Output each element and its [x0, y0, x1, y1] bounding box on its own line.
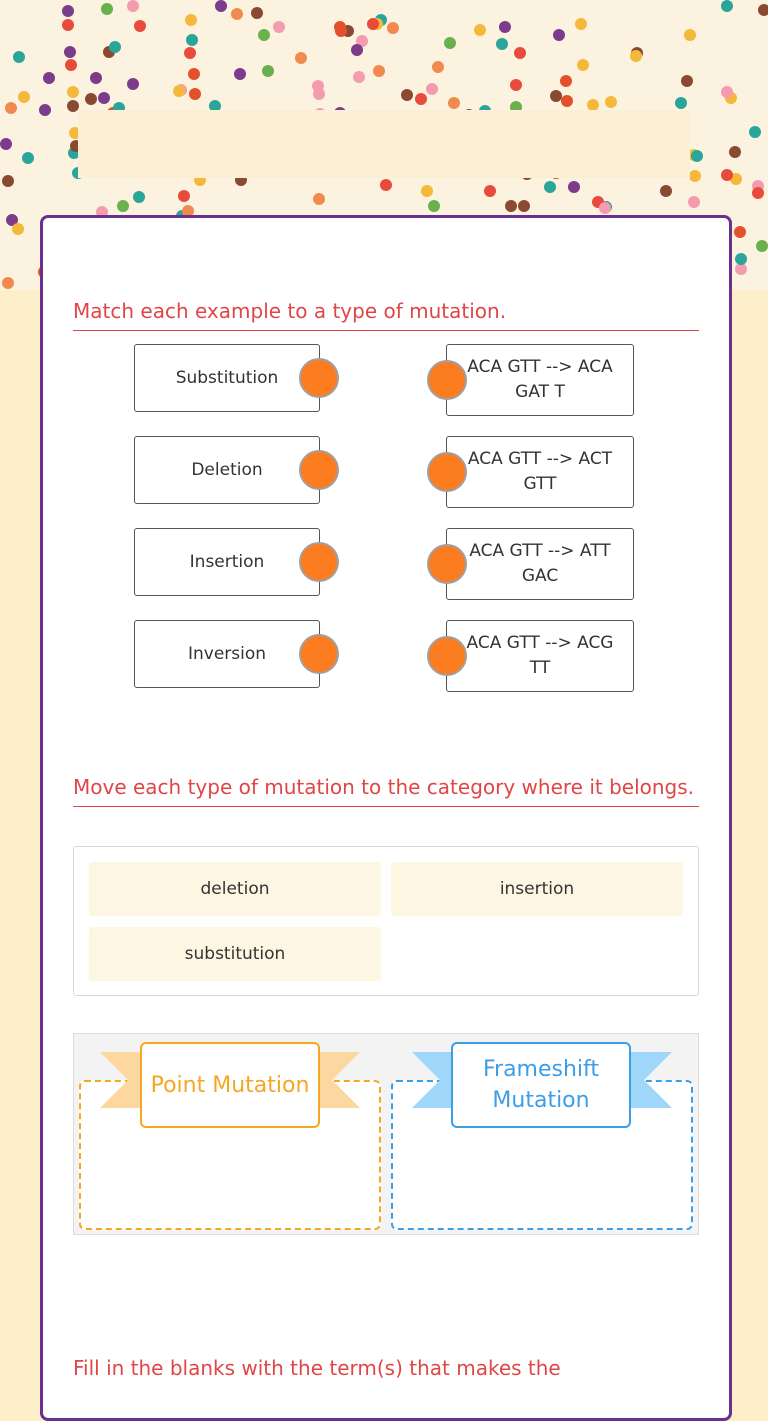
confetti-dot [184, 47, 196, 59]
confetti-dot [675, 97, 687, 109]
confetti-dot [178, 190, 190, 202]
confetti-dot [185, 14, 197, 26]
confetti-dot [189, 88, 201, 100]
confetti-dot [313, 193, 325, 205]
match-connector-right-3[interactable] [427, 544, 467, 584]
confetti-dot [721, 169, 733, 181]
confetti-dot [90, 72, 102, 84]
confetti-dot [568, 181, 580, 193]
match-connector-right-1[interactable] [427, 360, 467, 400]
match-connector-left-2[interactable] [299, 450, 339, 490]
confetti-dot [133, 191, 145, 203]
confetti-dot [2, 277, 14, 289]
confetti-dot [758, 4, 768, 16]
match-connector-left-1[interactable] [299, 358, 339, 398]
confetti-dot [373, 65, 385, 77]
confetti-dot [560, 75, 572, 87]
worksheet-title-banner [78, 110, 690, 178]
confetti-dot [98, 92, 110, 104]
confetti-dot [681, 75, 693, 87]
category-label-frameshift: Frameshift Mutation [451, 1042, 631, 1128]
confetti-dot [448, 97, 460, 109]
confetti-dot [101, 3, 113, 15]
confetti-dot [688, 196, 700, 208]
categorize-question-heading: Move each type of mutation to the category where it belongs. [73, 774, 699, 807]
confetti-dot [401, 89, 413, 101]
confetti-dot [67, 86, 79, 98]
confetti-dot [721, 86, 733, 98]
confetti-dot [18, 91, 30, 103]
confetti-dot [734, 226, 746, 238]
confetti-dot [749, 126, 761, 138]
match-connector-right-4[interactable] [427, 636, 467, 676]
match-left-insertion[interactable]: Insertion [134, 528, 320, 596]
confetti-dot [684, 29, 696, 41]
confetti-dot [117, 200, 129, 212]
confetti-dot [421, 185, 433, 197]
confetti-dot [215, 0, 227, 12]
confetti-dot [22, 152, 34, 164]
confetti-dot [351, 44, 363, 56]
match-left-substitution[interactable]: Substitution [134, 344, 320, 412]
confetti-dot [561, 95, 573, 107]
category-area [73, 1033, 699, 1235]
confetti-dot [231, 8, 243, 20]
confetti-dot [127, 0, 139, 12]
confetti-dot [721, 0, 733, 12]
confetti-dot [496, 38, 508, 50]
match-connector-left-3[interactable] [299, 542, 339, 582]
confetti-dot [313, 88, 325, 100]
confetti-dot [134, 20, 146, 32]
confetti-dot [188, 68, 200, 80]
confetti-dot [387, 22, 399, 34]
confetti-dot [752, 187, 764, 199]
confetti-dot [295, 52, 307, 64]
confetti-dot [43, 72, 55, 84]
confetti-dot [234, 68, 246, 80]
confetti-dot [499, 21, 511, 33]
match-right-item-3[interactable]: ACA GTT --> ATT GAC [446, 528, 634, 600]
confetti-dot [13, 51, 25, 63]
confetti-dot [599, 202, 611, 214]
confetti-dot [2, 175, 14, 187]
confetti-dot [380, 179, 392, 191]
matching-question-heading: Match each example to a type of mutation. [73, 298, 699, 331]
word-chip-insertion[interactable]: insertion [391, 862, 683, 916]
word-chip-deletion[interactable]: deletion [89, 862, 381, 916]
word-chip-substitution[interactable]: substitution [89, 927, 381, 981]
confetti-dot [575, 18, 587, 30]
confetti-dot [127, 78, 139, 90]
confetti-dot [474, 24, 486, 36]
confetti-dot [505, 200, 517, 212]
confetti-dot [258, 29, 270, 41]
confetti-dot [510, 79, 522, 91]
confetti-dot [660, 185, 672, 197]
match-connector-left-4[interactable] [299, 634, 339, 674]
confetti-dot [735, 253, 747, 265]
confetti-dot [262, 65, 274, 77]
confetti-dot [62, 19, 74, 31]
confetti-dot [630, 50, 642, 62]
confetti-dot [0, 138, 12, 150]
confetti-dot [415, 93, 427, 105]
confetti-dot [64, 46, 76, 58]
confetti-dot [367, 18, 379, 30]
confetti-dot [553, 29, 565, 41]
confetti-dot [426, 83, 438, 95]
confetti-dot [689, 170, 701, 182]
confetti-dot [691, 150, 703, 162]
confetti-dot [756, 240, 768, 252]
confetti-dot [273, 21, 285, 33]
confetti-dot [484, 185, 496, 197]
worksheet-card [40, 215, 732, 1421]
match-connector-right-2[interactable] [427, 452, 467, 492]
confetti-dot [62, 5, 74, 17]
confetti-dot [544, 181, 556, 193]
match-left-deletion[interactable]: Deletion [134, 436, 320, 504]
match-right-item-1[interactable]: ACA GTT --> ACA GAT T [446, 344, 634, 416]
confetti-dot [605, 96, 617, 108]
confetti-dot [109, 41, 121, 53]
confetti-dot [85, 93, 97, 105]
confetti-dot [334, 21, 346, 33]
confetti-dot [5, 102, 17, 114]
confetti-dot [428, 200, 440, 212]
match-right-item-4[interactable]: ACA GTT --> ACG TT [446, 620, 634, 692]
confetti-dot [577, 59, 589, 71]
confetti-dot [65, 59, 77, 71]
word-bank [73, 846, 699, 996]
confetti-dot [514, 47, 526, 59]
confetti-dot [353, 71, 365, 83]
match-left-inversion[interactable]: Inversion [134, 620, 320, 688]
confetti-dot [432, 61, 444, 73]
confetti-dot [12, 223, 24, 235]
confetti-dot [173, 85, 185, 97]
confetti-dot [186, 34, 198, 46]
match-right-item-2[interactable]: ACA GTT --> ACT GTT [446, 436, 634, 508]
confetti-dot [729, 146, 741, 158]
confetti-dot [251, 7, 263, 19]
confetti-dot [39, 104, 51, 116]
confetti-dot [550, 90, 562, 102]
category-label-point: Point Mutation [140, 1042, 320, 1128]
confetti-dot [518, 200, 530, 212]
confetti-dot [444, 37, 456, 49]
fill-blanks-question-heading: Fill in the blanks with the term(s) that makes the [73, 1356, 561, 1380]
